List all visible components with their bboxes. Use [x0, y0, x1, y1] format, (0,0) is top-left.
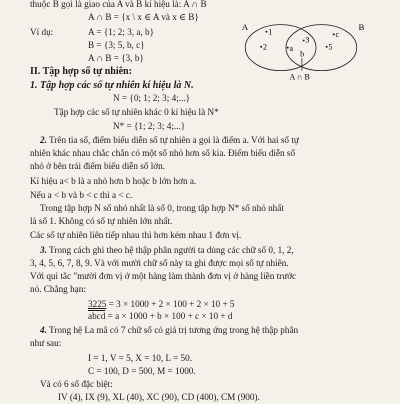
- venn-label-a: A: [241, 22, 249, 33]
- paragraph-3-line: nó. Chẳng hạn:: [30, 284, 86, 295]
- paragraph-2-line: là số 1. Không có số tự nhiên lớn nhất.: [30, 216, 173, 227]
- set-a-ellipse: [245, 25, 316, 71]
- nstar-intro: Tập hợp các số tự nhiên khác 0 kí hiệu là N*: [54, 107, 219, 118]
- special-intro: Và có 6 số đặc biệt:: [40, 379, 113, 390]
- subsection-1-heading: 1. Tập hợp các số tự nhiên kí hiệu là N.: [30, 79, 194, 91]
- equation-general: abcd = a × 1000 + b × 100 + c × 10 + d: [88, 310, 233, 321]
- example-set-a: A = {1; 2; 3, a, b}: [88, 26, 155, 37]
- venn-label-b: B: [358, 22, 365, 33]
- paragraph-number: 3.: [40, 244, 47, 255]
- paragraph-3-line: 3, 4, 5, 6, 7, 8, 9. Và với mười chữ số này ta ghi được mọi số tự nhiên.: [30, 257, 289, 268]
- paragraph-2-line: nhiên khác nhau chắc chắn có một số nhỏ hơn số kia. Điểm biểu diễn số: [30, 148, 296, 159]
- paragraph-2-line: Trong tập hợp N số nhỏ nhất là số 0, trong tập hợp N* số nhỏ nhất: [40, 203, 284, 213]
- venn-element: 2: [262, 42, 267, 52]
- venn-element: b: [300, 49, 305, 59]
- roman-numerals-2: C = 100, D = 500, M = 1000.: [88, 365, 196, 376]
- example-label: Ví dụ:: [30, 26, 54, 37]
- venn-element: 1: [268, 27, 273, 37]
- paragraph-2-line: Các số tự nhiên liên tiếp nhau thì hơn kém nhau 1 đơn vị.: [30, 230, 242, 241]
- section-heading: II. Tập hợp số tự nhiên:: [30, 65, 132, 77]
- intersection-formula: A ∩ B = {x \ x ∈ A và x ∈ B}: [88, 11, 199, 22]
- paragraph-3-line: 3. Trong cách ghi theo hệ thập phân người ta dùng các chữ số 0, 1, 2,: [40, 244, 294, 255]
- venn-element: 3: [305, 35, 310, 45]
- paragraph-3-line: Với qui tắc "mười đơn vị ở một hàng làm thành đơn vị ở hàng liền trước: [30, 271, 297, 282]
- venn-element: a: [289, 44, 294, 54]
- equation-expansion: 3225 = 3 × 1000 + 2 × 100 + 2 × 10 + 5: [88, 298, 235, 309]
- set-b-ellipse: [286, 25, 357, 71]
- roman-numerals-1: I = 1, V = 5, X = 10, L = 50.: [88, 352, 193, 363]
- equation-digits: abcd: [88, 310, 106, 321]
- venn-diagram: [226, 14, 376, 83]
- venn-label-intersection: A ∩ B: [289, 72, 310, 82]
- special-list: IV (4), IX (9), XL (40), XC (90), CD (400), CM (900).: [58, 392, 260, 403]
- paragraph-4-line: 4. Trong hệ La mã có 7 chữ số có giá trị tương ứng trong hệ thập phân: [40, 325, 299, 336]
- paragraph-2-line: Nếu a < b và b < c thì a < c.: [30, 189, 133, 200]
- venn-element: c: [335, 30, 340, 40]
- venn-element: 5: [328, 42, 333, 52]
- paragraph-2-line: nhỏ ở bên trái điểm biểu diễn số lớn.: [30, 161, 165, 172]
- equation-number: 3225: [88, 298, 107, 309]
- example-intersection: A ∩ B = {3, b}: [88, 53, 144, 64]
- paragraph-2-line: 2. Trên tia số, điểm biểu diễn số tự nhiên a gọi là điểm a. Với hai số tự: [40, 134, 299, 145]
- set-nstar: N* = {1; 2; 3; 4;...}: [113, 120, 186, 131]
- intro-line: thuộc B gọi là giao của A và B kí hiệu là: A ∩ B: [30, 0, 207, 10]
- paragraph-number: 4.: [40, 325, 47, 336]
- set-n: N = {0; 1; 2; 3; 4;...}: [113, 93, 191, 104]
- paragraph-4-line: như sau:: [30, 338, 62, 349]
- example-set-b: B = {3; 5, b, c}: [88, 40, 145, 51]
- paragraph-number: 2.: [40, 134, 47, 145]
- paragraph-2-line: Kí hiệu a< b là a nhỏ hơn b hoặc b lớn hơn a.: [30, 175, 197, 186]
